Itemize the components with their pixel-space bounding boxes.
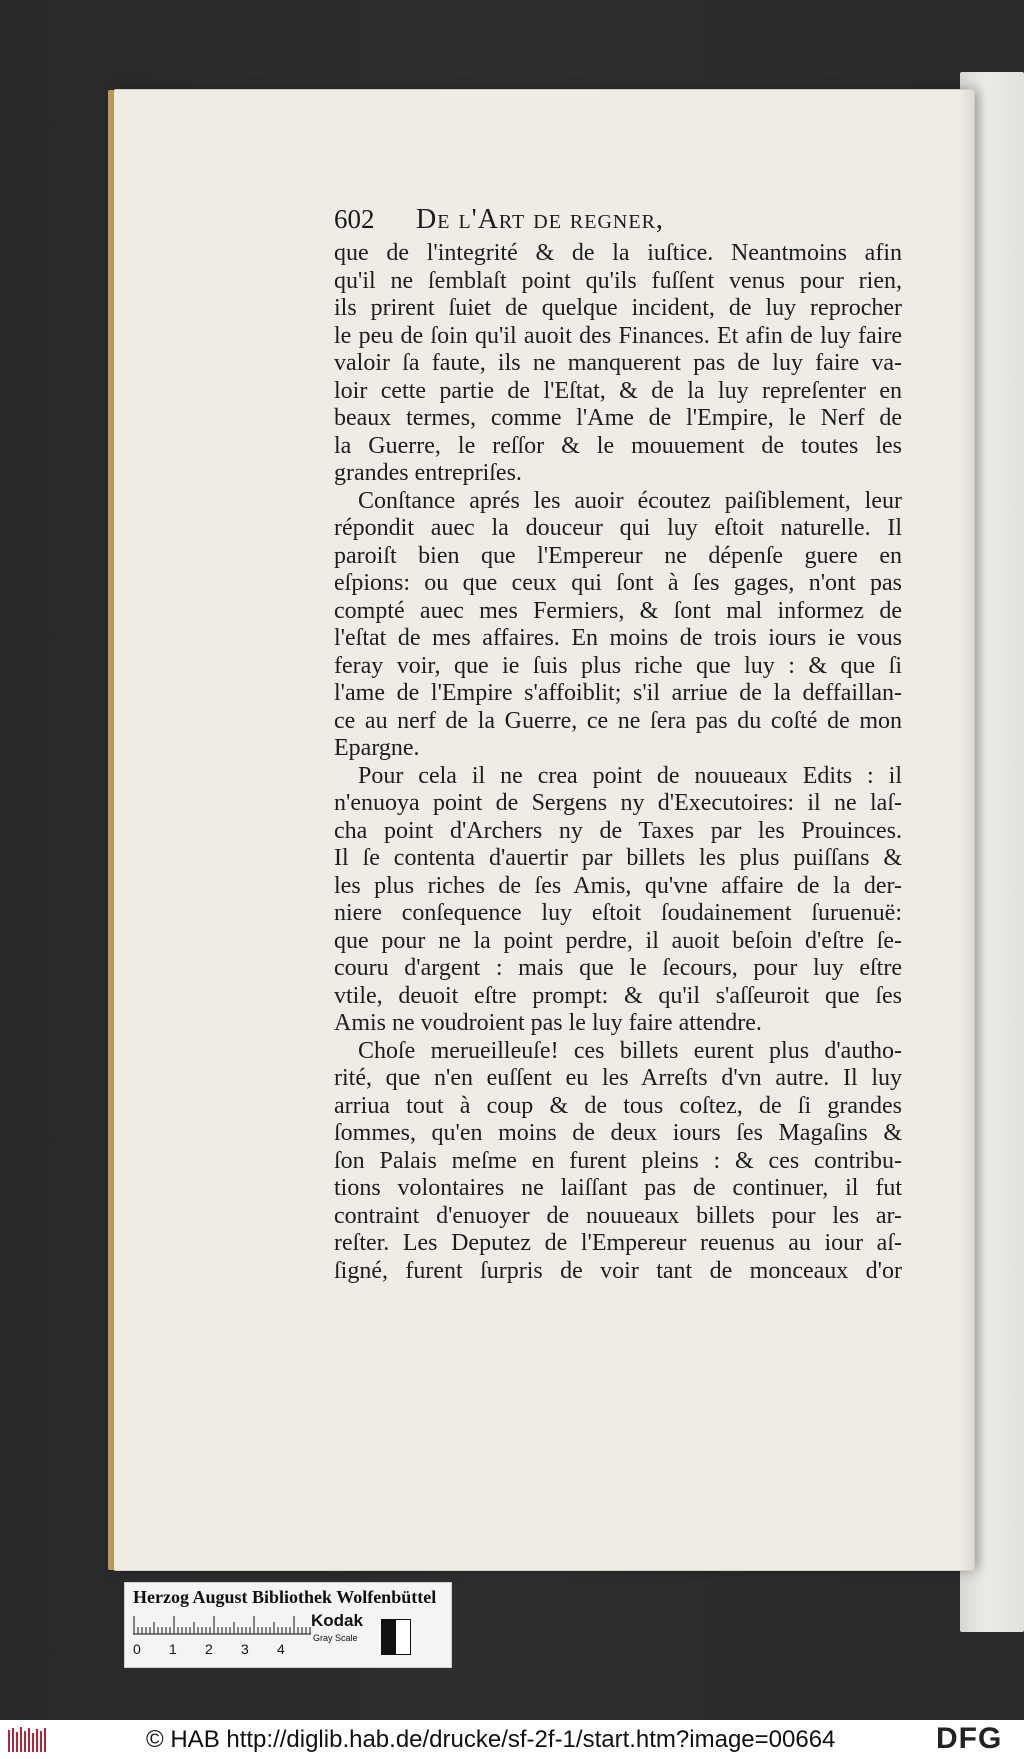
text-line: ſigné, furent ſurpris de voir tant de monceaux d'or [334, 1257, 902, 1284]
text-line: paroiſt bien que l'Empereur ne dépenſe guere en [334, 542, 902, 569]
text-line: l'eſtat de mes affaires. En moins de trois iours ie vous [334, 625, 902, 651]
text-line: Conſtance aprés les auoir écoutez paiſiblement, leur [358, 487, 902, 514]
text-line: Choſe merueilleuſe! ces billets eurent plus d'autho- [358, 1037, 902, 1064]
text-line: loir cette partie de l'Eſtat, & de la luy repreſenter en [334, 377, 902, 404]
ruler-labels [133, 1641, 313, 1659]
footer-bar [0, 1720, 1024, 1759]
text-line: tions volontaires ne laiſſant pas de continuer, il fut [334, 1175, 902, 1201]
text-line: niere conſequence luy eſtoit ſoudainement ſuruenuë: [334, 900, 902, 926]
text-line: la Guerre, le reſſor & le mouuement de toutes les [334, 432, 902, 459]
text-line: Il ſe contenta d'auertir par billets les plus puiſſans & [334, 845, 902, 871]
running-title: De l'Art de regner, [416, 204, 664, 235]
text-line: ils prirent ſuiet de quelque incident, de luy reprocher [334, 295, 902, 321]
page-number: 602 [334, 204, 375, 234]
page-header [334, 204, 904, 244]
text-line: contraint d'enuoyer de nouueaux billets pour les ar- [334, 1202, 902, 1229]
text-line: ſommes, qu'en moins de deux iours ſes Magaſins & [334, 1120, 902, 1146]
text-line: compté auec mes Fermiers, & ſont mal informez de [334, 597, 902, 624]
gray-scale-patch [381, 1619, 411, 1655]
text-line: n'enuoya point de Sergens ny d'Executoires: il ne laſ- [334, 790, 902, 816]
text-line: qu'il ne ſemblaſt point qu'ils fuſſent venus pour rien, [334, 267, 902, 294]
ruler-label: 3 [241, 1641, 249, 1657]
ruler-label: 4 [277, 1641, 285, 1657]
hab-logo-icon [8, 1726, 48, 1754]
ruler-label: 0 [133, 1641, 141, 1657]
text-line: l'ame de l'Empire s'affoiblit; s'il arriue de la deffaillan- [334, 680, 902, 706]
copyright-link[interactable]: © HAB http://diglib.hab.de/drucke/sf-2f-1/start.htm?image=00664 [146, 1726, 836, 1753]
library-name: Herzog August Bibliothek Wolfenbüttel [133, 1587, 437, 1607]
text-line: valoir ſa faute, ils ne manquerent pas de luy faire va- [334, 350, 902, 376]
text-line: feray voir, que ie ſuis plus riche que luy : & que ſi [334, 652, 902, 679]
ruler-scale [133, 1615, 311, 1635]
text-line: Amis ne voudroient pas le luy faire attendre. [334, 1010, 762, 1036]
text-line: les plus riches de ſes Amis, qu'vne affaire de la der- [334, 872, 902, 899]
text-line: couru d'argent : mais que le ſecours, pour luy eſtre [334, 955, 902, 981]
text-line: Epargne. [334, 735, 420, 761]
text-line: reſter. Les Deputez de l'Empereur reuenus au iour aſ- [334, 1230, 902, 1256]
text-line: beaux termes, comme l'Ame de l'Empire, le Nerf de [334, 405, 902, 431]
kodak-logo-text: Kodak [311, 1611, 363, 1630]
text-line: cha point d'Archers ny de Taxes par les Prouinces. [334, 817, 902, 844]
ruler-label: 1 [169, 1641, 177, 1657]
text-line: vtile, deuoit eſtre prompt: & qu'il s'aſſeuroit que ſes [334, 982, 902, 1009]
text-line: rité, que n'en euſſent eu les Arreſts d'vn autre. Il luy [334, 1065, 902, 1091]
text-line: grandes entrepriſes. [334, 460, 522, 486]
ruler-label: 2 [205, 1641, 213, 1657]
dfg-logo: DFG [936, 1722, 1003, 1755]
text-line: que de l'integrité & de la iuſtice. Neantmoins afin [334, 240, 902, 266]
text-line: le peu de ſoin qu'il auoit des Finances. Et afin de luy faire [334, 322, 902, 349]
gray-scale-label: Gray Scale [313, 1633, 358, 1643]
text-line: eſpions: ou que ceux qui ſont à ſes gages, n'ont pas [334, 570, 902, 596]
text-line: Pour cela il ne crea point de nouueaux Edits : il [358, 762, 902, 789]
text-line: que pour ne la point perdre, il auoit beſoin d'eſtre ſe- [334, 927, 902, 954]
text-line: répondit auec la douceur qui luy eſtoit naturelle. Il [334, 515, 902, 541]
page-text [334, 240, 902, 1285]
text-line: ſon Palais meſme en furent pleins : & ces contribu- [334, 1147, 902, 1174]
text-line: ce au nerf de la Guerre, ce ne ſera pas du coſté de mon [334, 707, 902, 734]
color-target-card [124, 1582, 452, 1668]
text-line: arriua tout à coup & de tous coſtez, de ſi grandes [334, 1092, 902, 1119]
